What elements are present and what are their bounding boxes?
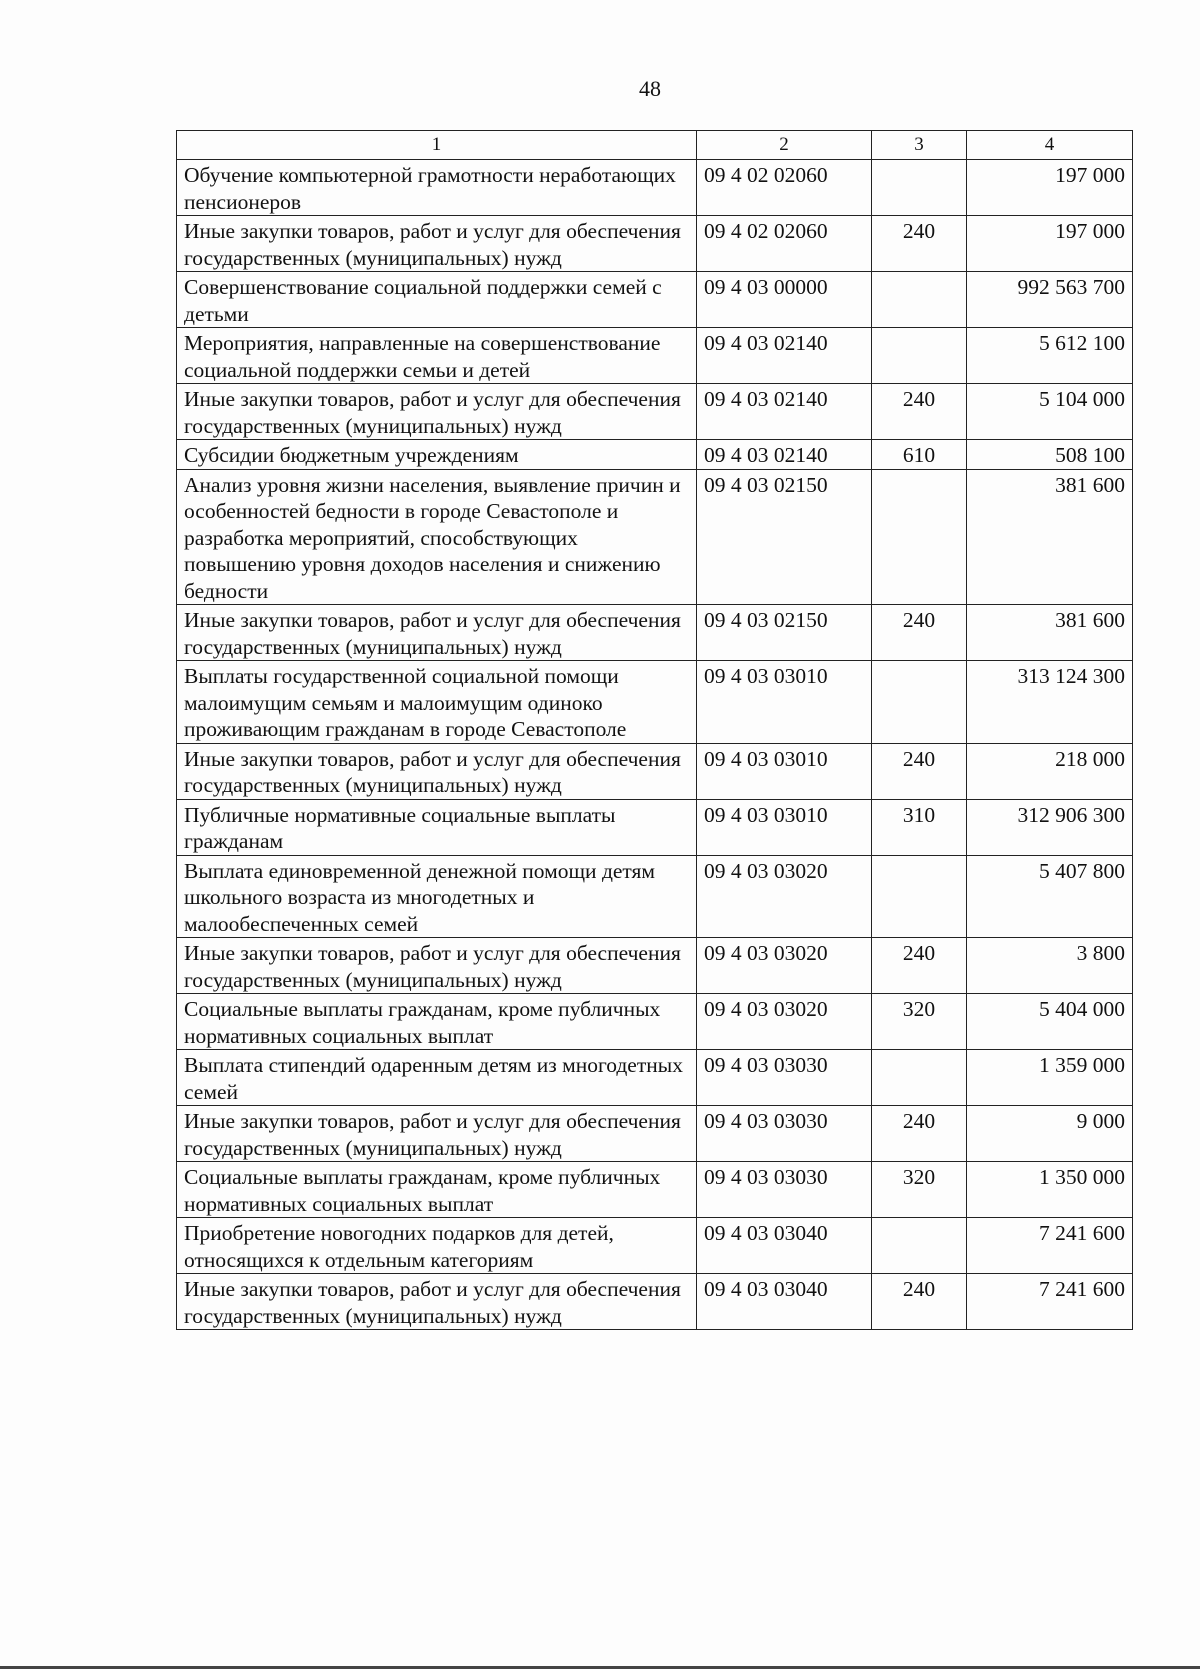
row-code-cell: 09 4 03 03030 — [697, 1106, 872, 1162]
row-code-cell: 09 4 03 02140 — [697, 440, 872, 470]
row-name-cell: Иные закупки товаров, работ и услуг для обеспечения государственных (муниципальных) нужд — [177, 1274, 697, 1330]
row-kind-cell: 240 — [872, 1274, 967, 1330]
row-code-cell: 09 4 03 02140 — [697, 328, 872, 384]
row-kind-cell — [872, 272, 967, 328]
table-row — [177, 1162, 1133, 1218]
row-kind-cell: 240 — [872, 938, 967, 994]
row-code-cell: 09 4 03 03040 — [697, 1274, 872, 1330]
row-kind-cell — [872, 855, 967, 938]
row-amount-cell: 1 350 000 — [967, 1162, 1133, 1218]
row-code-cell: 09 4 03 02150 — [697, 605, 872, 661]
row-name-cell: Выплата единовременной денежной помощи детям школьного возраста из многодетных и малообеспеченных семей — [177, 855, 697, 938]
row-amount-cell: 5 404 000 — [967, 994, 1133, 1050]
row-name-cell: Иные закупки товаров, работ и услуг для обеспечения государственных (муниципальных) нужд — [177, 938, 697, 994]
row-kind-cell — [872, 160, 967, 216]
row-name-cell: Приобретение новогодних подарков для детей, относящихся к отдельным категориям — [177, 1218, 697, 1274]
table-row — [177, 661, 1133, 744]
row-amount-cell: 197 000 — [967, 216, 1133, 272]
header-col-3: 3 — [872, 131, 967, 160]
header-row — [177, 131, 1133, 160]
row-amount-cell: 381 600 — [967, 469, 1133, 605]
row-code-cell: 09 4 03 02150 — [697, 469, 872, 605]
row-amount-cell: 218 000 — [967, 743, 1133, 799]
row-kind-cell: 240 — [872, 605, 967, 661]
row-amount-cell: 3 800 — [967, 938, 1133, 994]
row-name-cell: Анализ уровня жизни населения, выявление причин и особенностей бедности в городе Севастополе и разработка мероприятий, способствующих повышению уровня доходов населения и снижению бедности — [177, 469, 697, 605]
row-amount-cell: 9 000 — [967, 1106, 1133, 1162]
row-code-cell: 09 4 03 03020 — [697, 994, 872, 1050]
table-row — [177, 1274, 1133, 1330]
table-row — [177, 743, 1133, 799]
table-row — [177, 799, 1133, 855]
row-name-cell: Выплаты государственной социальной помощи малоимущим семьям и малоимущим одиноко проживающим гражданам в городе Севастополе — [177, 661, 697, 744]
row-kind-cell: 240 — [872, 1106, 967, 1162]
table-row — [177, 272, 1133, 328]
row-amount-cell: 508 100 — [967, 440, 1133, 470]
row-kind-cell: 320 — [872, 994, 967, 1050]
row-code-cell: 09 4 03 00000 — [697, 272, 872, 328]
row-code-cell: 09 4 03 03020 — [697, 855, 872, 938]
row-amount-cell: 381 600 — [967, 605, 1133, 661]
row-amount-cell: 1 359 000 — [967, 1050, 1133, 1106]
row-kind-cell — [872, 1218, 967, 1274]
row-amount-cell: 197 000 — [967, 160, 1133, 216]
row-name-cell: Выплата стипендий одаренным детям из многодетных семей — [177, 1050, 697, 1106]
row-name-cell: Иные закупки товаров, работ и услуг для обеспечения государственных (муниципальных) нужд — [177, 1106, 697, 1162]
header-col-1: 1 — [177, 131, 697, 160]
row-code-cell: 09 4 03 02140 — [697, 384, 872, 440]
row-code-cell: 09 4 03 03030 — [697, 1050, 872, 1106]
row-amount-cell: 7 241 600 — [967, 1218, 1133, 1274]
row-code-cell: 09 4 03 03030 — [697, 1162, 872, 1218]
row-amount-cell: 7 241 600 — [967, 1274, 1133, 1330]
row-code-cell: 09 4 03 03010 — [697, 799, 872, 855]
row-amount-cell: 312 906 300 — [967, 799, 1133, 855]
row-name-cell: Субсидии бюджетным учреждениям — [177, 440, 697, 470]
table-row — [177, 440, 1133, 470]
row-name-cell: Иные закупки товаров, работ и услуг для обеспечения государственных (муниципальных) нужд — [177, 216, 697, 272]
row-amount-cell: 5 407 800 — [967, 855, 1133, 938]
table-row — [177, 855, 1133, 938]
row-amount-cell: 5 612 100 — [967, 328, 1133, 384]
table-row — [177, 1050, 1133, 1106]
row-name-cell: Социальные выплаты гражданам, кроме публичных нормативных социальных выплат — [177, 994, 697, 1050]
row-kind-cell: 240 — [872, 216, 967, 272]
table-row — [177, 938, 1133, 994]
table-row — [177, 605, 1133, 661]
table-row — [177, 216, 1133, 272]
header-col-4: 4 — [967, 131, 1133, 160]
row-kind-cell: 320 — [872, 1162, 967, 1218]
row-amount-cell: 992 563 700 — [967, 272, 1133, 328]
row-name-cell: Мероприятия, направленные на совершенствование социальной поддержки семьи и детей — [177, 328, 697, 384]
row-kind-cell: 240 — [872, 743, 967, 799]
page-number: 48 — [639, 76, 661, 101]
header-col-2: 2 — [697, 131, 872, 160]
row-name-cell: Совершенствование социальной поддержки семей с детьми — [177, 272, 697, 328]
row-name-cell: Публичные нормативные социальные выплаты гражданам — [177, 799, 697, 855]
row-kind-cell: 610 — [872, 440, 967, 470]
table-row — [177, 469, 1133, 605]
row-name-cell: Иные закупки товаров, работ и услуг для обеспечения государственных (муниципальных) нужд — [177, 605, 697, 661]
table-row — [177, 1218, 1133, 1274]
row-code-cell: 09 4 02 02060 — [697, 216, 872, 272]
row-code-cell: 09 4 03 03010 — [697, 743, 872, 799]
row-kind-cell — [872, 1050, 967, 1106]
row-name-cell: Социальные выплаты гражданам, кроме публичных нормативных социальных выплат — [177, 1162, 697, 1218]
row-code-cell: 09 4 03 03010 — [697, 661, 872, 744]
row-kind-cell: 240 — [872, 384, 967, 440]
row-code-cell: 09 4 03 03040 — [697, 1218, 872, 1274]
row-amount-cell: 313 124 300 — [967, 661, 1133, 744]
row-amount-cell: 5 104 000 — [967, 384, 1133, 440]
row-name-cell: Иные закупки товаров, работ и услуг для обеспечения государственных (муниципальных) нужд — [177, 384, 697, 440]
row-kind-cell — [872, 328, 967, 384]
row-kind-cell: 310 — [872, 799, 967, 855]
table-row — [177, 328, 1133, 384]
row-name-cell: Иные закупки товаров, работ и услуг для обеспечения государственных (муниципальных) нужд — [177, 743, 697, 799]
table-row — [177, 384, 1133, 440]
row-name-cell: Обучение компьютерной грамотности неработающих пенсионеров — [177, 160, 697, 216]
row-kind-cell — [872, 661, 967, 744]
row-code-cell: 09 4 03 03020 — [697, 938, 872, 994]
table-row — [177, 160, 1133, 216]
row-kind-cell — [872, 469, 967, 605]
budget-table — [176, 130, 1133, 1330]
table-row — [177, 1106, 1133, 1162]
row-code-cell: 09 4 02 02060 — [697, 160, 872, 216]
table-row — [177, 994, 1133, 1050]
